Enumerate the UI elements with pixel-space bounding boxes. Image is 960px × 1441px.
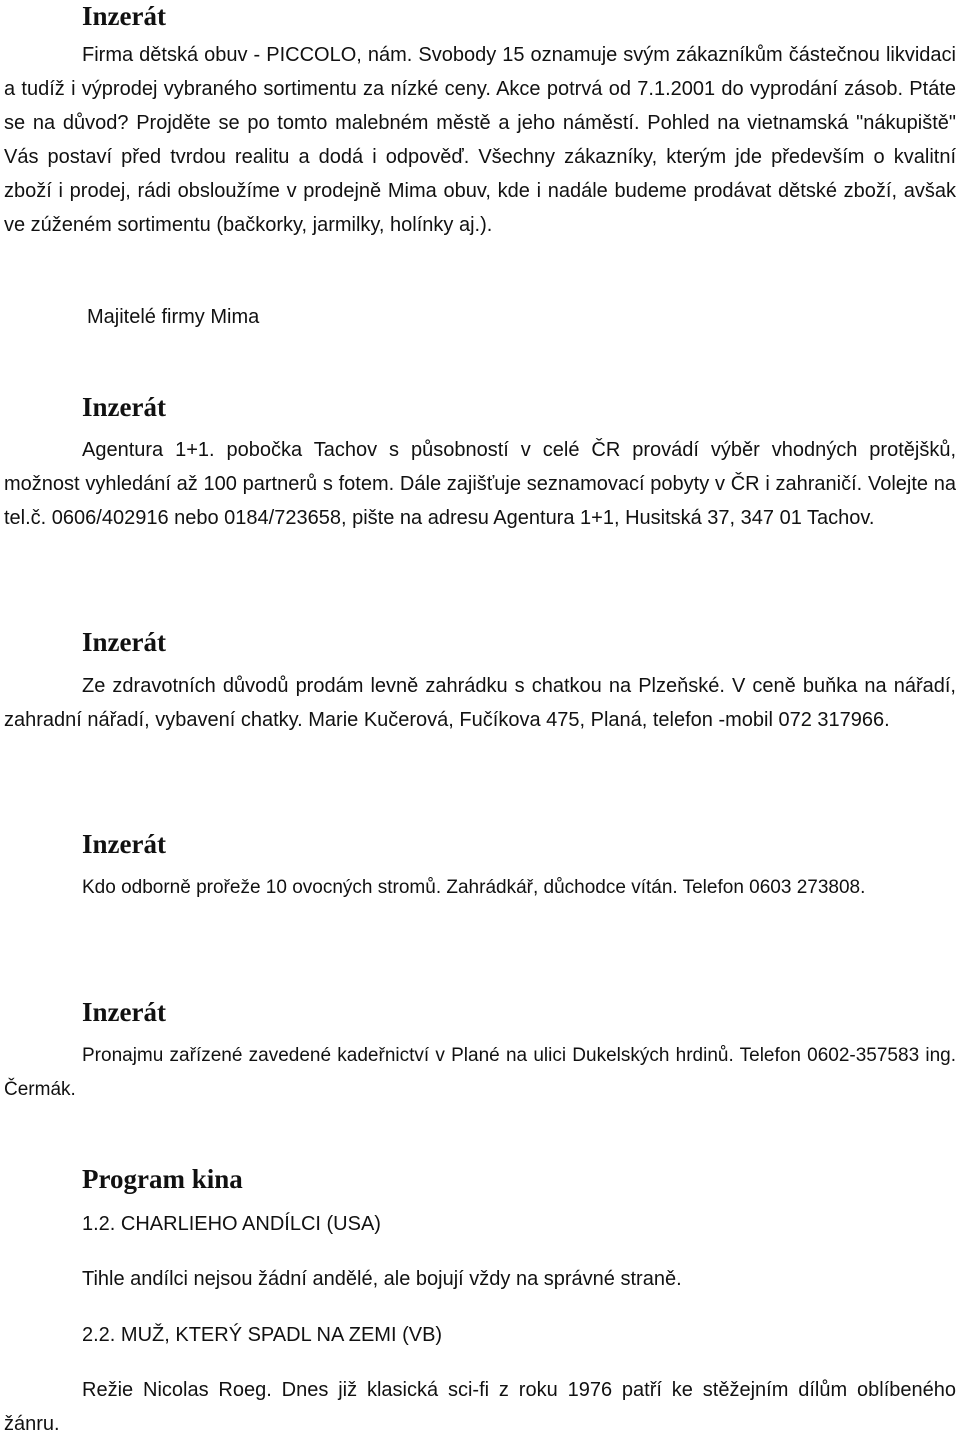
film2-text: Režie Nicolas Roeg. Dnes již klasická sci-fi z roku 1976 patří ke stěžejním dílům oblíbeného žánru. bbox=[4, 1379, 956, 1435]
film1-title: 1.2. CHARLIEHO ANDÍLCI (USA) bbox=[82, 1213, 381, 1235]
ad5-text: Pronajmu zařízené zavedené kadeřnictví v Plané na ulici Dukelských hrdinů. Telefon 0602-357583 ing. Čermák. bbox=[4, 1045, 956, 1100]
cinema-heading: Program kina bbox=[82, 1164, 243, 1194]
ad1-heading: Inzerát bbox=[82, 1, 166, 31]
ad2-text: Agentura 1+1. pobočka Tachov s působností v celé ČR provádí výběr vhodných protějšků, možnost vyhledání až 100 partnerů s fotem. Dále zajišťuje seznamovací pobyty v ČR i zahraničí. Volejte na tel.č. 0606/402916 nebo 0184/723658, pište na adresu Agentura 1+1, Husitská 37, 347 01 Tachov. bbox=[4, 439, 956, 529]
film1-text: Tihle andílci nejsou žádní andělé, ale bojují vždy na správné straně. bbox=[82, 1268, 682, 1290]
ad3-text: Ze zdravotních důvodů prodám levně zahrádku s chatkou na Plzeňské. V ceně buňka na nářadí, zahradní nářadí, vybavení chatky. Marie Kučerová, Fučíkova 475, Planá, telefon -mobil 072 317966. bbox=[4, 675, 956, 731]
ad4-text: Kdo odborně prořeže 10 ovocných stromů. Zahrádkář, důchodce vítán. Telefon 0603 273808. bbox=[82, 877, 866, 898]
ad4-heading: Inzerát bbox=[82, 829, 166, 859]
ad2-heading: Inzerát bbox=[82, 392, 166, 422]
ad1-signature: Majitelé firmy Mima bbox=[87, 306, 260, 328]
ad1-text: Firma dětská obuv - PICCOLO, nám. Svobody 15 oznamuje svým zákazníkům částečnou likvidaci a tudíž i výprodej vybraného sortimentu za nízké ceny. Akce potrvá od 7.1.2001 do vyprodání zásob. Ptáte se na důvod? Projděte se po tomto malebném městě a jeho náměstí. Pohled na vietnamská "nákupiště" Vás postaví před tvrdou realitu a dodá i odpověď. Všechny zákazníky, kterým jde především o kvalitní zboží i prodej, rádi obsloužíme v prodejně Mima obuv, kde i nadále budeme prodávat dětské zboží, avšak ve zúženém sortimentu (bačkorky, jarmilky, holínky aj.). bbox=[4, 44, 956, 236]
ad5-heading: Inzerát bbox=[82, 997, 166, 1027]
film2-title: 2.2. MUŽ, KTERÝ SPADL NA ZEMI (VB) bbox=[82, 1324, 443, 1346]
ad3-heading: Inzerát bbox=[82, 627, 166, 657]
